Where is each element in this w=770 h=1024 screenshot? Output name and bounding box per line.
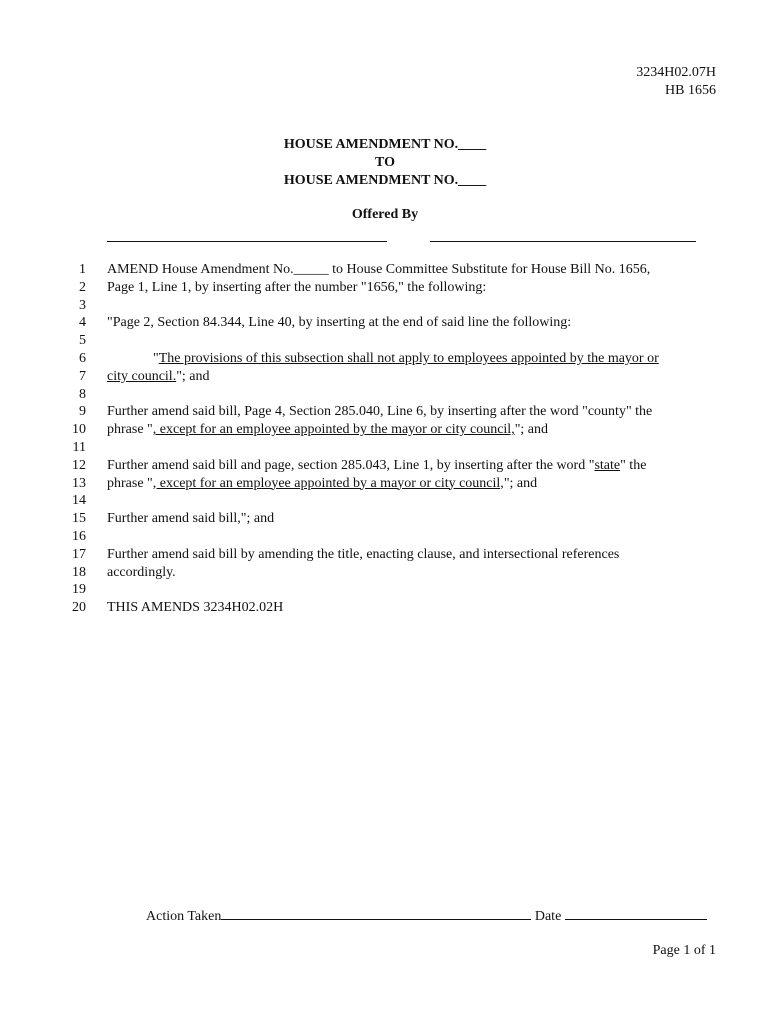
inserted-text: , except for an employee appointed by the mayor or city council, (152, 422, 515, 438)
body-line (0, 421, 770, 439)
inserted-text: state (594, 457, 621, 473)
body-line (0, 528, 770, 546)
text-segment: " (153, 351, 159, 366)
line-number: 4 (79, 315, 86, 331)
line-text (107, 350, 659, 368)
body-line (0, 332, 770, 350)
line-number: 13 (72, 475, 86, 491)
body-line (0, 546, 770, 564)
line-text (107, 546, 619, 564)
text-segment: "Page 2, Section 84.344, Line 40, by inserting at the end of said line the following: (107, 315, 572, 331)
title-line-2: TO (375, 155, 395, 170)
date-label: Date (534, 909, 562, 924)
line-number: 7 (79, 368, 86, 384)
text-segment: phrase " (107, 475, 153, 491)
line-number: 15 (72, 511, 86, 527)
line-text (107, 314, 571, 332)
date-blank (565, 906, 707, 920)
text-segment: phrase " (107, 422, 153, 438)
line-text (107, 279, 486, 297)
body-line (0, 475, 770, 493)
body-line (0, 350, 770, 368)
body-line (0, 403, 770, 421)
line-number: 11 (72, 440, 86, 455)
body-line (0, 314, 770, 332)
text-segment: Page 1, Line 1, by inserting after the number "1656," the following: (107, 279, 487, 295)
body-line (0, 279, 770, 297)
line-number: 6 (79, 351, 86, 366)
line-number: 16 (72, 529, 86, 544)
line-number: 18 (72, 564, 86, 580)
line-text (107, 261, 650, 279)
body-line (0, 439, 770, 457)
text-segment: accordingly. (107, 564, 176, 580)
text-segment: "; and (503, 475, 538, 491)
text-segment: AMEND House Amendment No._____ to House Committee Substitute for House Bill No. 1656, (107, 262, 651, 277)
body-line (0, 581, 770, 599)
line-number: 2 (79, 279, 86, 295)
line-text (107, 368, 210, 386)
line-number: 5 (79, 333, 86, 349)
text-segment: Further amend said bill,"; and (107, 511, 275, 527)
line-number: 9 (79, 404, 86, 420)
action-taken-label: Action Taken (146, 909, 222, 924)
amendment-title (0, 136, 770, 190)
line-number: 20 (72, 600, 86, 616)
text-segment: " the (620, 457, 647, 473)
line-number: 12 (72, 457, 86, 473)
body-line (0, 510, 770, 528)
document-header (636, 64, 716, 100)
signature-line-left (107, 225, 387, 242)
body-line (0, 492, 770, 510)
line-text (107, 564, 176, 582)
line-number: 8 (79, 386, 86, 402)
action-taken-row (146, 906, 707, 925)
document-id: 3234H02.07H (636, 65, 716, 80)
body-line (0, 457, 770, 475)
line-number: 10 (72, 422, 86, 438)
inserted-text: The provisions of this subsection shall not apply to employees appointed by the mayor or (158, 351, 659, 366)
title-line-1: HOUSE AMENDMENT NO.____ (283, 137, 487, 152)
signature-line-right (430, 225, 696, 242)
line-text (107, 403, 652, 421)
action-taken-blank (221, 906, 531, 920)
text-segment: Further amend said bill and page, section 285.043, Line 1, by inserting after the word " (107, 457, 595, 473)
text-segment: "; and (176, 368, 210, 384)
page-number: Page 1 of 1 (652, 943, 716, 958)
line-number: 17 (72, 546, 86, 562)
line-number: 19 (72, 582, 86, 598)
text-segment: Further amend said bill by amending the title, enacting clause, and intersectional references (107, 546, 620, 562)
body-line (0, 368, 770, 386)
text-segment: THIS AMENDS 3234H02.02H (107, 600, 284, 616)
body-line (0, 261, 770, 279)
text-segment: Further amend said bill, Page 4, Section 285.040, Line 6, by inserting after the word "county" the (107, 404, 653, 420)
text-segment: "; and (514, 422, 549, 438)
inserted-text: , except for an employee appointed by a mayor or city council, (152, 475, 504, 491)
body-line (0, 386, 770, 404)
line-text (107, 599, 283, 617)
line-text (107, 421, 548, 439)
title-line-3: HOUSE AMENDMENT NO.____ (283, 173, 487, 188)
body-line (0, 564, 770, 582)
offered-by-label: Offered By (351, 207, 419, 222)
line-text (107, 457, 646, 475)
bill-number: HB 1656 (665, 83, 716, 98)
inserted-text: city council. (107, 368, 177, 384)
line-number: 1 (79, 262, 86, 277)
body-line (0, 297, 770, 315)
line-number: 3 (79, 297, 86, 313)
line-number: 14 (72, 493, 86, 509)
line-text (107, 475, 537, 493)
line-text (107, 510, 274, 528)
body-line (0, 599, 770, 617)
